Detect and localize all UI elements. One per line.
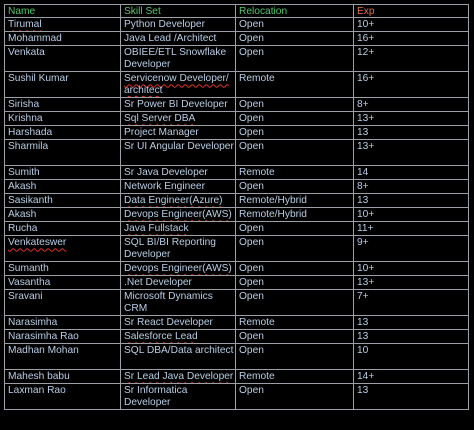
- column-header-skill-set: Skill Set: [121, 5, 236, 18]
- table-row: [5, 384, 469, 410]
- table-row: [5, 276, 469, 290]
- skill-cell: OBIEE/ETL Snowflake Developer: [121, 46, 236, 72]
- table-row: [5, 126, 469, 140]
- column-header-exp: Exp: [354, 5, 469, 18]
- skill-text: Devops Engineer(AWS): [124, 209, 232, 221]
- exp-cell: 10+: [354, 208, 469, 222]
- table-row: [5, 166, 469, 180]
- table-row: [5, 98, 469, 112]
- table-row: [5, 180, 469, 194]
- skill-cell: Sr Informatica Developer: [121, 384, 236, 410]
- relocation-cell: Open: [236, 46, 354, 72]
- name-cell: [5, 18, 121, 32]
- column-header-relocation: Relocation: [236, 5, 354, 18]
- relocation-cell: Open: [236, 98, 354, 112]
- skill-text: Servicenow Developer/ architect: [124, 73, 229, 96]
- table-row: [5, 290, 469, 316]
- skill-text: Java Fullstack: [124, 223, 189, 235]
- exp-cell: 16+: [354, 72, 469, 98]
- skill-cell: [121, 222, 236, 236]
- relocation-cell: Open: [236, 18, 354, 32]
- table-row: [5, 208, 469, 222]
- relocation-cell: Open: [236, 32, 354, 46]
- skill-cell: Java Lead /Architect: [121, 32, 236, 46]
- relocation-cell: Open: [236, 180, 354, 194]
- exp-cell: 13: [354, 384, 469, 410]
- name-cell: Sumanth: [5, 262, 121, 276]
- exp-cell: 7+: [354, 290, 469, 316]
- table-row: [5, 236, 469, 262]
- name-cell: Sravani: [5, 290, 121, 316]
- name-cell: Narasimha Rao: [5, 330, 121, 344]
- table-row: [5, 32, 469, 46]
- relocation-cell: Open: [236, 262, 354, 276]
- skill-cell: [121, 330, 236, 344]
- exp-cell: 13+: [354, 276, 469, 290]
- name-cell: Sasikanth: [5, 194, 121, 208]
- name-cell: Mahesh babu: [5, 370, 121, 384]
- skill-cell: .Net Developer: [121, 276, 236, 290]
- candidate-table: [4, 4, 469, 410]
- table-row: [5, 344, 469, 370]
- exp-cell: 9+: [354, 236, 469, 262]
- exp-cell: 12+: [354, 46, 469, 72]
- skill-cell: [121, 208, 236, 222]
- skill-cell: [121, 370, 236, 384]
- skill-cell: Microsoft Dynamics CRM: [121, 290, 236, 316]
- name-cell: Krishna: [5, 112, 121, 126]
- relocation-cell: Open: [236, 140, 354, 166]
- header-row: [5, 5, 469, 18]
- name-cell: Akash: [5, 180, 121, 194]
- column-header-name: Name: [5, 5, 121, 18]
- exp-cell: 8+: [354, 98, 469, 112]
- skill-cell: [121, 262, 236, 276]
- table-row: [5, 46, 469, 72]
- skill-cell: [121, 72, 236, 98]
- relocation-cell: Open: [236, 276, 354, 290]
- relocation-cell: Open: [236, 344, 354, 370]
- exp-cell: 16+: [354, 32, 469, 46]
- exp-cell: 10: [354, 344, 469, 370]
- exp-cell: 13+: [354, 112, 469, 126]
- relocation-cell: Remote/Hybrid: [236, 194, 354, 208]
- name-cell: Sushil Kumar: [5, 72, 121, 98]
- skill-cell: [121, 194, 236, 208]
- skill-text: Data Engineer(Azure): [124, 195, 223, 207]
- exp-cell: 14+: [354, 370, 469, 384]
- candidate-table-container: [4, 4, 468, 425]
- table-row: [5, 18, 469, 32]
- table-row: [5, 330, 469, 344]
- name-cell: Vasantha: [5, 276, 121, 290]
- skill-cell: SQL BI/BI Reporting Developer: [121, 236, 236, 262]
- name-cell: [5, 236, 121, 262]
- name-cell: Rucha: [5, 222, 121, 236]
- relocation-cell: Open: [236, 384, 354, 410]
- skill-cell: Project Manager: [121, 126, 236, 140]
- name-cell: Venkata: [5, 46, 121, 72]
- table-row: [5, 370, 469, 384]
- skill-cell: Sr UI Angular Developer: [121, 140, 236, 166]
- relocation-cell: Remote: [236, 166, 354, 180]
- skill-text: Salesforce Lead: [124, 331, 198, 343]
- skill-cell: Network Engineer: [121, 180, 236, 194]
- exp-cell: 13: [354, 126, 469, 140]
- skill-text: Sr Lead Java Developer: [124, 371, 234, 383]
- relocation-cell: Remote: [236, 72, 354, 98]
- relocation-cell: Remote/Hybrid: [236, 208, 354, 222]
- skill-cell: SQL DBA/Data architect: [121, 344, 236, 370]
- exp-cell: 13: [354, 194, 469, 208]
- relocation-cell: Open: [236, 236, 354, 262]
- skill-cell: Python Developer: [121, 18, 236, 32]
- table-row: [5, 112, 469, 126]
- name-cell: Sumith: [5, 166, 121, 180]
- name-cell: Harshada: [5, 126, 121, 140]
- relocation-cell: Remote: [236, 370, 354, 384]
- relocation-cell: Open: [236, 222, 354, 236]
- skill-cell: Sr Power BI Developer: [121, 98, 236, 112]
- name-cell: Sharmila: [5, 140, 121, 166]
- exp-cell: 8+: [354, 180, 469, 194]
- relocation-cell: Remote: [236, 316, 354, 330]
- table-row: [5, 140, 469, 166]
- exp-cell: 13: [354, 330, 469, 344]
- name-cell: Akash: [5, 208, 121, 222]
- skill-cell: Sr Java Developer: [121, 166, 236, 180]
- skill-text: Devops Engineer(AWS): [124, 263, 232, 275]
- table-row: [5, 194, 469, 208]
- name-cell: Mohammad: [5, 32, 121, 46]
- table-row: [5, 316, 469, 330]
- name-cell: Laxman Rao: [5, 384, 121, 410]
- name-cell: Narasimha: [5, 316, 121, 330]
- name-text: Venkateswer: [8, 237, 67, 249]
- exp-cell: 11+: [354, 222, 469, 236]
- table-row: [5, 222, 469, 236]
- skill-cell: [121, 112, 236, 126]
- name-cell: Sirisha: [5, 98, 121, 112]
- relocation-cell: Open: [236, 126, 354, 140]
- relocation-cell: Open: [236, 330, 354, 344]
- skill-cell: Sr React Developer: [121, 316, 236, 330]
- relocation-cell: Open: [236, 112, 354, 126]
- name-text: Tirumal: [8, 19, 42, 31]
- exp-cell: 13+: [354, 140, 469, 166]
- exp-cell: 10+: [354, 18, 469, 32]
- exp-cell: 13: [354, 316, 469, 330]
- table-row: [5, 262, 469, 276]
- table-row: [5, 72, 469, 98]
- exp-cell: 14: [354, 166, 469, 180]
- relocation-cell: Open: [236, 290, 354, 316]
- name-cell: Madhan Mohan: [5, 344, 121, 370]
- skill-text: Sql Server DBA: [124, 113, 196, 125]
- exp-cell: 10+: [354, 262, 469, 276]
